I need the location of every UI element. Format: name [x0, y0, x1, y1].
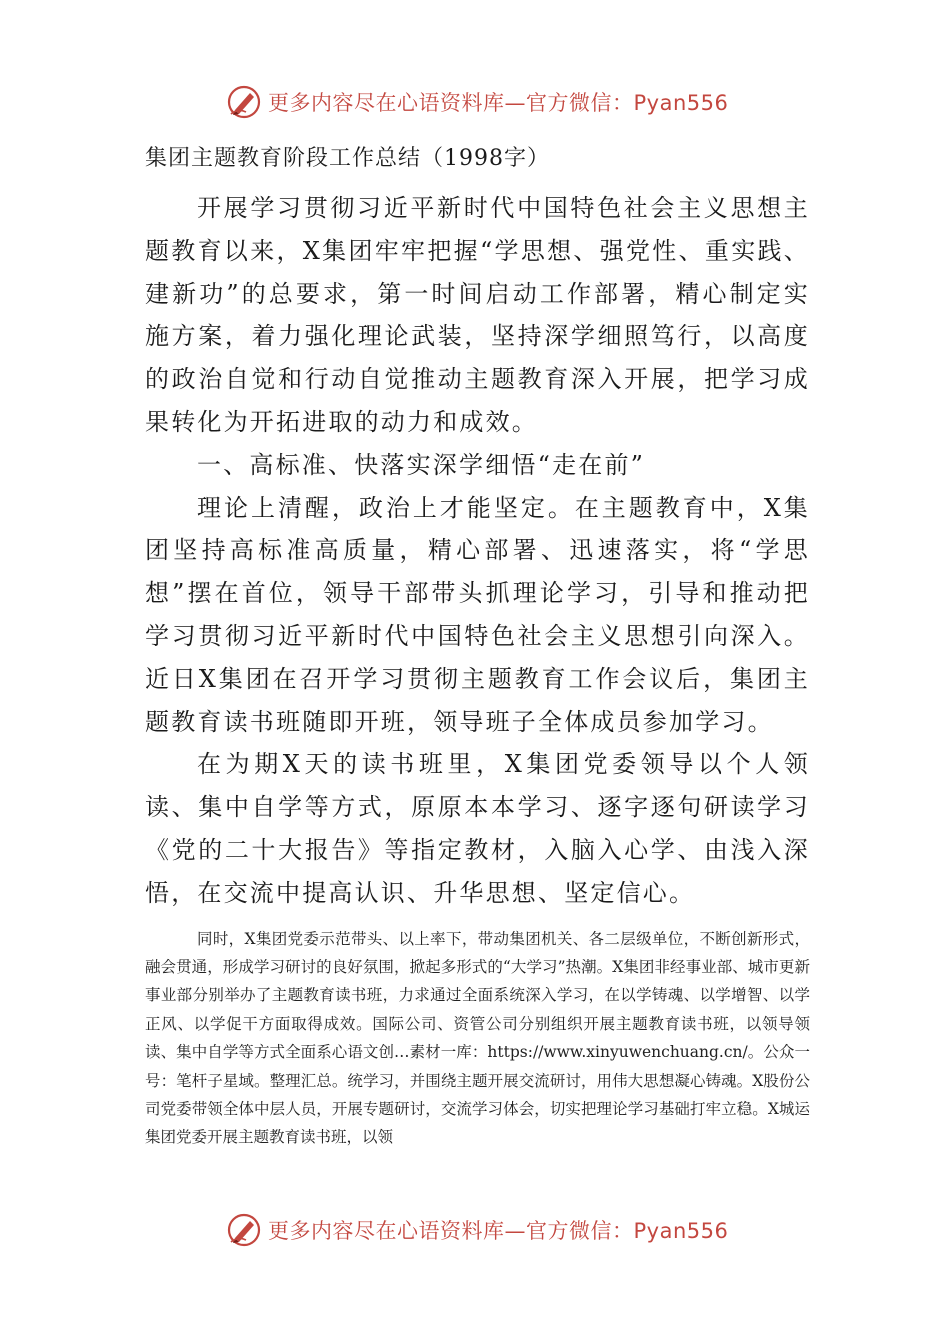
pen-seal-icon	[226, 84, 262, 120]
paragraph-intro: 开展学习贯彻习近平新时代中国特色社会主义思想主题教育以来，X集团牢牢把握“学思想、强党性、重实践、建新功”的总要求，第一时间启动工作部署，精心制定实施方案，着力强化理论武装，坚持深学细照笃行，以高度的政治自觉和行动自觉推动主题教育深入开展，把学习成果转化为开拓进取的动力和成效。	[145, 194, 810, 436]
section-heading: 一、高标准、快落实深学细悟“走在前”	[197, 450, 646, 479]
footer-banner	[226, 1210, 729, 1250]
document-title: 集团主题教育阶段工作总结（1998字）	[145, 146, 550, 171]
document-body	[145, 144, 810, 1152]
paragraph-reading-class: 在为期X天的读书班里，X集团党委领导以个人领读、集中自学等方式，原原本本学习、逐字逐句研读学习《党的二十大报告》等指定教材，入脑入心学、由浅入深悟，在交流中提高认识、升华思想、坚定信心。	[145, 750, 810, 907]
paragraph-theory: 理论上清醒，政治上才能坚定。在主题教育中，X集团坚持高标准高质量，精心部署、迅速落实，将“学思想”摆在首位，领导干部带头抓理论学习，引导和推动把学习贯彻习近平新时代中国特色社会主义思想引向深入。近日X集团在召开学习贯彻主题教育工作会议后，集团主题教育读书班随即开班，领导班子全体成员参加学习。	[145, 493, 810, 736]
paragraph-small-print: 同时，X集团党委示范带头、以上率下，带动集团机关、各二层级单位，不断创新形式，融会贯通，形成学习研讨的良好氛围，掀起多形式的“大学习”热潮。X集团非经事业部、城市更新事业部分别举办了主题教育读书班，力求通过全面系统深入学习，在以学铸魂、以学增智、以学正风、以学促干方面取得成效。国际公司、资管公司分别组织开展主题教育读书班，以领导领读、集中自学等方式全面系心语文创…素材一库：https://www.xinyuwenchuang.cn/。公众一号：笔杆子星域。整理汇总。统学习，并围绕主题开展交流研讨，用伟大思想凝心铸魂。X股份公司党委带领全体中层人员，开展专题研讨，交流学习体会，切实把理论学习基础打牢立稳。X城运集团党委开展主题教育读书班，以领	[145, 929, 810, 1147]
banner-text: 更多内容尽在心语资料库—官方微信：Pyan556	[268, 91, 729, 115]
pen-seal-icon	[226, 1212, 262, 1248]
header-banner	[226, 82, 729, 122]
banner-text: 更多内容尽在心语资料库—官方微信：Pyan556	[268, 1219, 729, 1243]
